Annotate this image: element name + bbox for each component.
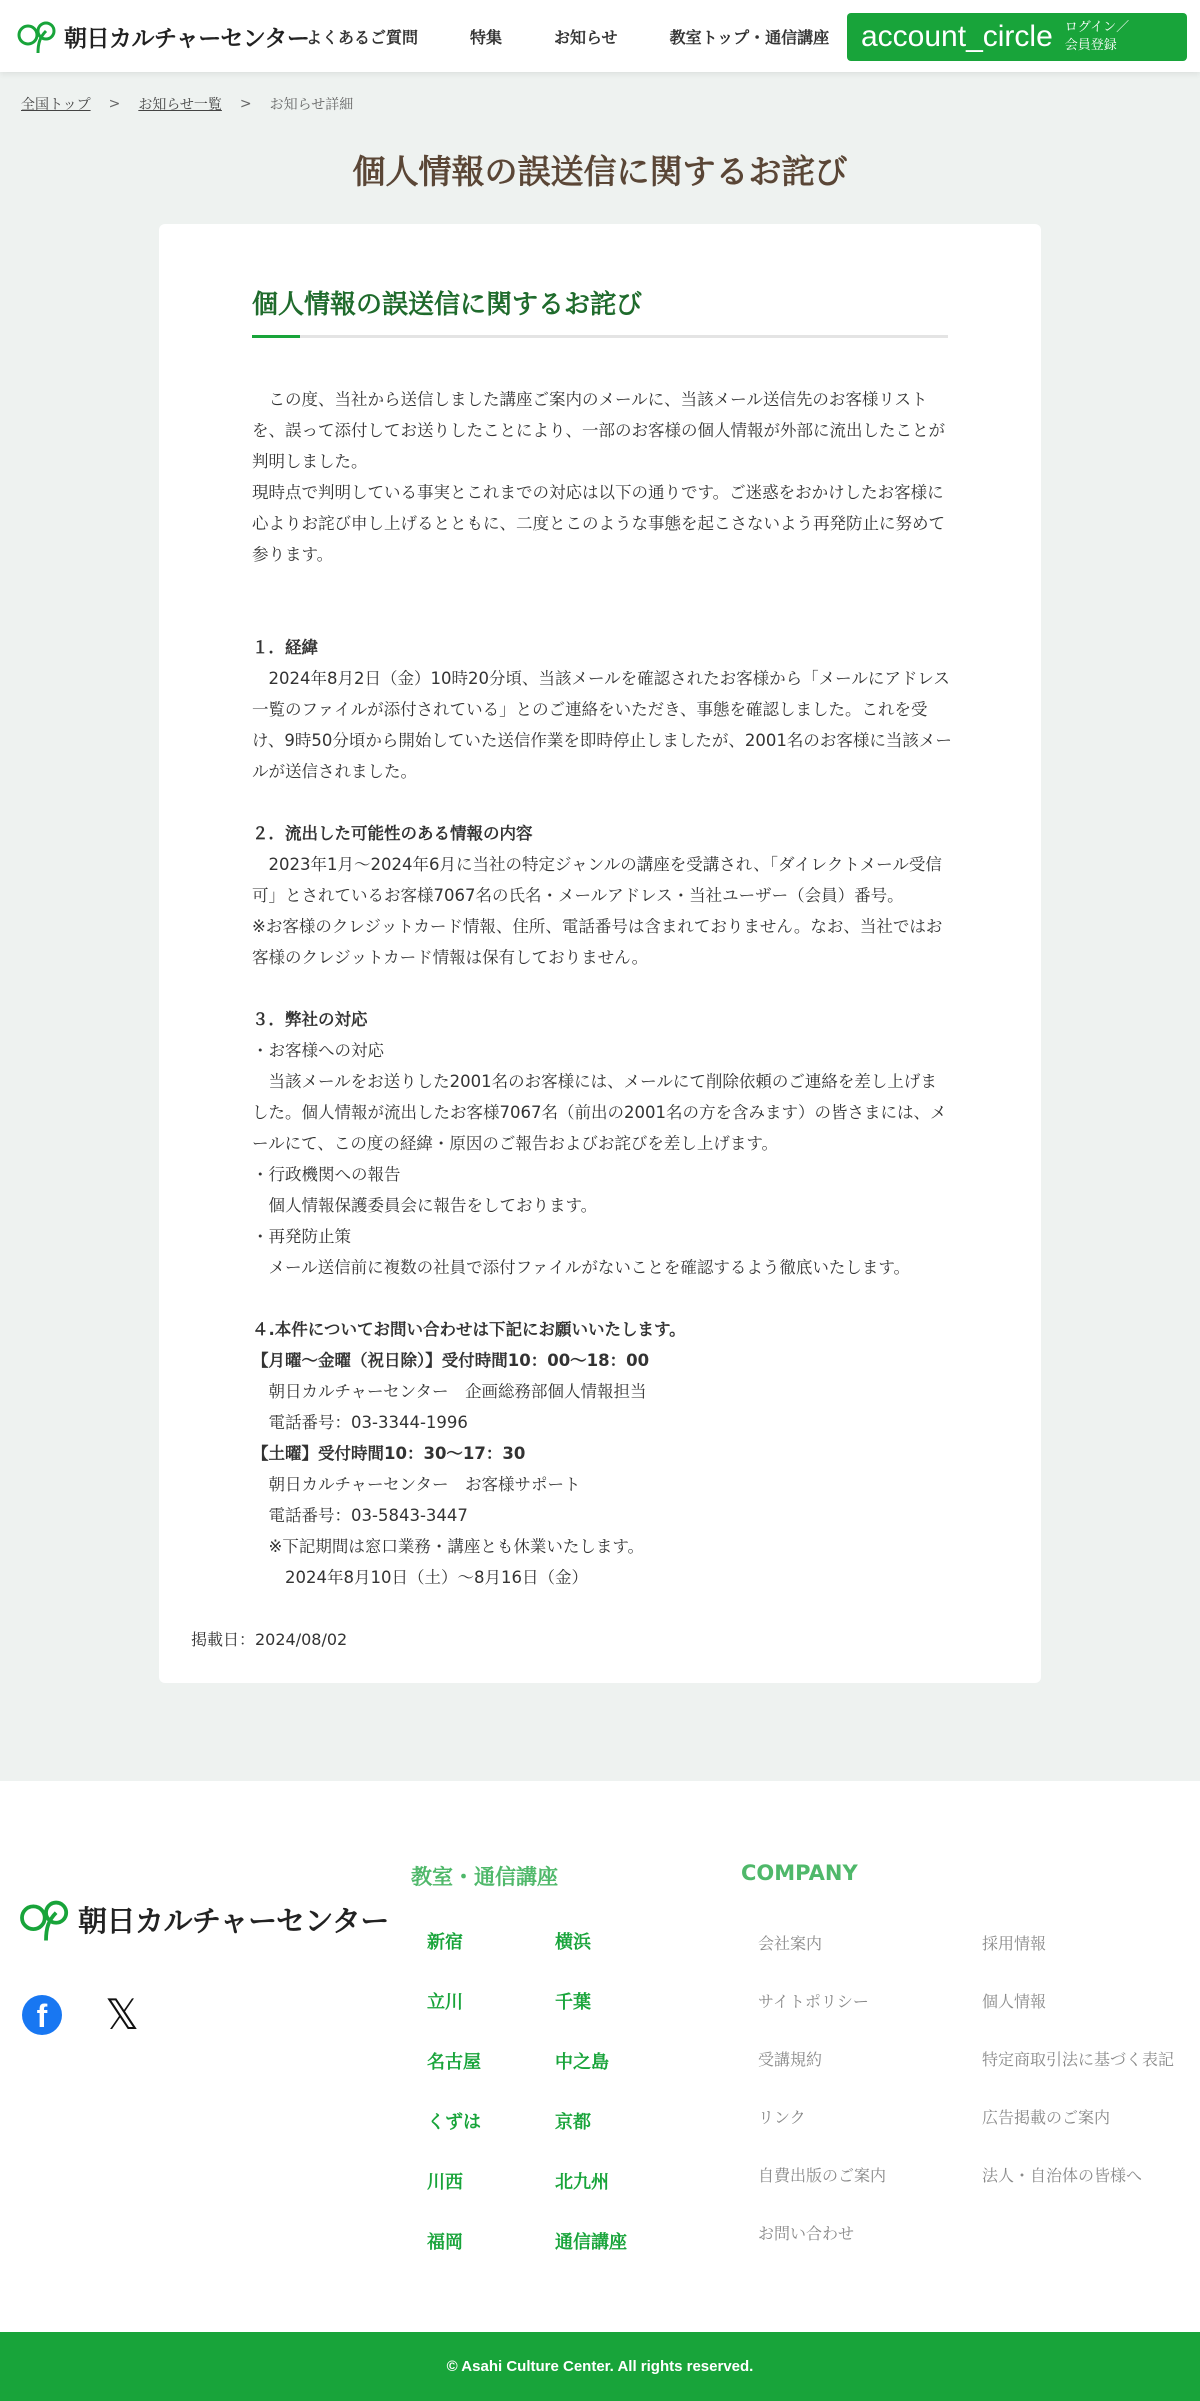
article-paragraph: メール送信前に複数の社員で添付ファイルがないことを確認するよう徹底いたします。 xyxy=(252,1258,911,1277)
footer-classroom-link[interactable]: 京都 xyxy=(555,2112,591,2133)
footer-company-link[interactable]: 法人・自治体の皆様へ xyxy=(982,2166,1143,2185)
account-circle-icon: account_circle xyxy=(861,20,1053,53)
login-label-line-1: ログイン／ xyxy=(1064,20,1130,35)
article-paragraph xyxy=(252,570,952,601)
footer-company-link[interactable]: リンク xyxy=(758,2108,806,2127)
page-title: 個人情報の誤送信に関するお詫び xyxy=(352,152,848,191)
article-paragraph: ※下記期間は窓口業務・講座とも休業いたします。 xyxy=(252,1537,645,1556)
footer-classroom-link[interactable]: 川西 xyxy=(427,2172,463,2193)
footer-company-link[interactable]: 受講規約 xyxy=(758,2050,823,2069)
breadcrumb-separator: > xyxy=(108,96,121,112)
facebook-icon[interactable]: f xyxy=(22,1995,62,2035)
footer-company-link[interactable]: 特定商取引法に基づく表記 xyxy=(982,2050,1175,2069)
footer-classroom-link[interactable]: 横浜 xyxy=(555,1932,591,1953)
article-paragraph: 2024年8月2日（金）10時20分頃、当該メールを確認されたお客様から「メールにアドレス一覧のファイルが添付されている」とのご連絡をいただき、事態を確認しました。これを受け、9時50分頃から開始していた送信作業を即時停止しましたが、2001名のお客様に当該メールが送信されました。 xyxy=(252,669,952,781)
article-paragraph: 【月曜～金曜（祝日除）】受付時間10：00～18：00 xyxy=(252,1351,650,1370)
article-paragraph: 電話番号：03-5843-3447 xyxy=(252,1506,468,1525)
breadcrumb xyxy=(21,94,353,114)
footer-classroom-link[interactable]: 千葉 xyxy=(555,1992,591,2013)
breadcrumb-current: お知らせ詳細 xyxy=(269,97,354,113)
article-paragraph xyxy=(252,1283,952,1314)
article-paragraph: ４.本件についてお問い合わせは下記にお願いいたします。 xyxy=(252,1320,686,1339)
main-nav xyxy=(306,0,829,72)
logo-mark-icon xyxy=(16,17,60,55)
article-heading xyxy=(252,284,948,338)
footer-classroom-link[interactable]: 新宿 xyxy=(427,1932,463,1953)
footer-company-link[interactable]: お問い合わせ xyxy=(758,2224,855,2243)
article-paragraph: １．経緯 xyxy=(252,638,318,657)
article-paragraph: 2024年8月10日（土）～8月16日（金） xyxy=(252,1568,588,1587)
login-label xyxy=(1065,19,1129,55)
article-heading-text: 個人情報の誤送信に関するお詫び xyxy=(252,290,643,320)
social-links xyxy=(22,1991,142,2038)
article-paragraph: 当該メールをお送りした2001名のお客様には、メールにて削除依頼のご連絡を差し上げました。個人情報が流出したお客様7067名（前出の2001名の方を含みます）の皆さまには、メールにて、この度の経緯・原因のご報告およびお詫びを差し上げます。 xyxy=(252,1072,947,1153)
article-paragraph: 【土曜】受付時間10：30～17：30 xyxy=(252,1444,526,1463)
logo-text: 朝日カルチャーセンター xyxy=(64,25,310,52)
article-paragraph: ・お客様への対応 xyxy=(252,1041,384,1060)
site-footer xyxy=(0,1781,1200,2332)
footer-classroom-link[interactable]: 福岡 xyxy=(427,2232,463,2253)
posted-date: 掲載日：2024/08/02 xyxy=(191,1630,348,1649)
article-paragraph: ・行政機関への報告 xyxy=(252,1165,401,1184)
footer-classroom-link[interactable]: 名古屋 xyxy=(427,2052,481,2073)
logo-mark-icon xyxy=(18,1895,74,1943)
footer-logo-text: 朝日カルチャーセンター xyxy=(78,1903,389,1938)
article-card xyxy=(159,224,1041,1683)
article-paragraph: 朝日カルチャーセンター 企画総務部個人情報担当 xyxy=(252,1382,647,1401)
site-header xyxy=(0,0,1200,72)
article-paragraph: 朝日カルチャーセンター お客様サポート xyxy=(252,1475,581,1494)
footer-classroom-list xyxy=(427,1931,683,2291)
breadcrumb-national-top[interactable]: 全国トップ xyxy=(21,97,91,113)
article-paragraph: 個人情報保護委員会に報告をしております。 xyxy=(252,1196,598,1215)
footer-classroom-link[interactable]: 北九州 xyxy=(555,2172,609,2193)
login-label-line-2: 会員登録 xyxy=(1064,38,1117,53)
article-paragraph xyxy=(252,601,952,632)
article-paragraph: ２．流出した可能性のある情報の内容 xyxy=(252,824,533,843)
article-paragraph: 2023年1月～2024年6月に当社の特定ジャンルの講座を受講され、「ダイレクトメール受信可」とされているお客様7067名の氏名・メールアドレス・当社ユーザー（会員）番号。 xyxy=(252,855,942,905)
article-paragraph: この度、当社から送信しました講座ご案内のメールに、当該メール送信先のお客様リストを、誤って添付してお送りしたことにより、一部のお客様の個人情報が外部に流出したことが判明しました。 xyxy=(252,390,945,471)
footer-classroom-title: 教室・通信講座 xyxy=(411,1865,558,1889)
breadcrumb-separator: > xyxy=(239,96,252,112)
heading-accent-bar xyxy=(252,335,300,338)
article-body xyxy=(252,384,952,1593)
footer-company-link[interactable]: 会社案内 xyxy=(758,1934,823,1953)
nav-faq[interactable]: よくあるご質問 xyxy=(306,27,419,47)
footer-classroom-link[interactable]: 通信講座 xyxy=(555,2232,627,2253)
article-paragraph: ※お客様のクレジットカード情報、住所、電話番号は含まれておりません。なお、当社ではお客様のクレジットカード情報は保有しておりません。 xyxy=(252,917,943,967)
login-register-button[interactable] xyxy=(847,13,1187,61)
footer-classroom-link[interactable]: 立川 xyxy=(427,1992,463,2013)
article-paragraph: 電話番号：03-3344-1996 xyxy=(252,1413,468,1432)
footer-company-link[interactable]: サイトポリシー xyxy=(758,1992,869,2011)
article-paragraph xyxy=(252,787,952,818)
nav-features[interactable]: 特集 xyxy=(470,27,503,47)
footer-company-link[interactable]: 採用情報 xyxy=(982,1934,1047,1953)
footer-logo[interactable] xyxy=(18,1895,389,1943)
site-logo[interactable] xyxy=(16,17,309,55)
footer-company-link[interactable]: 自費出版のご案内 xyxy=(758,2166,887,2185)
nav-classroom-top[interactable]: 教室トップ・通信講座 xyxy=(669,27,830,47)
footer-classroom-link[interactable]: くずは xyxy=(427,2112,481,2133)
article-paragraph: 現時点で判明している事実とこれまでの対応は以下の通りです。ご迷惑をおかけしたお客様に心よりお詫び申し上げるとともに、二度とこのような事態を起こさないよう再発防止に努めて参ります。 xyxy=(252,483,945,564)
footer-classroom-link[interactable]: 中之島 xyxy=(555,2052,609,2073)
footer-company-link[interactable]: 広告掲載のご案内 xyxy=(982,2108,1111,2127)
x-twitter-icon[interactable]: 𝕏 xyxy=(105,1991,139,2038)
copyright: © Asahi Culture Center. All rights reserved. xyxy=(0,2332,1200,2401)
article-paragraph: ・再発防止策 xyxy=(252,1227,351,1246)
nav-news[interactable]: お知らせ xyxy=(554,27,618,47)
footer-company-link[interactable]: 個人情報 xyxy=(982,1992,1047,2011)
breadcrumb-news-list[interactable]: お知らせ一覧 xyxy=(138,97,222,113)
footer-company-title: COMPANY xyxy=(741,1861,858,1885)
article-paragraph: ３．弊社の対応 xyxy=(252,1010,368,1029)
footer-company-list xyxy=(758,1933,1200,2281)
article-paragraph xyxy=(252,973,952,1004)
